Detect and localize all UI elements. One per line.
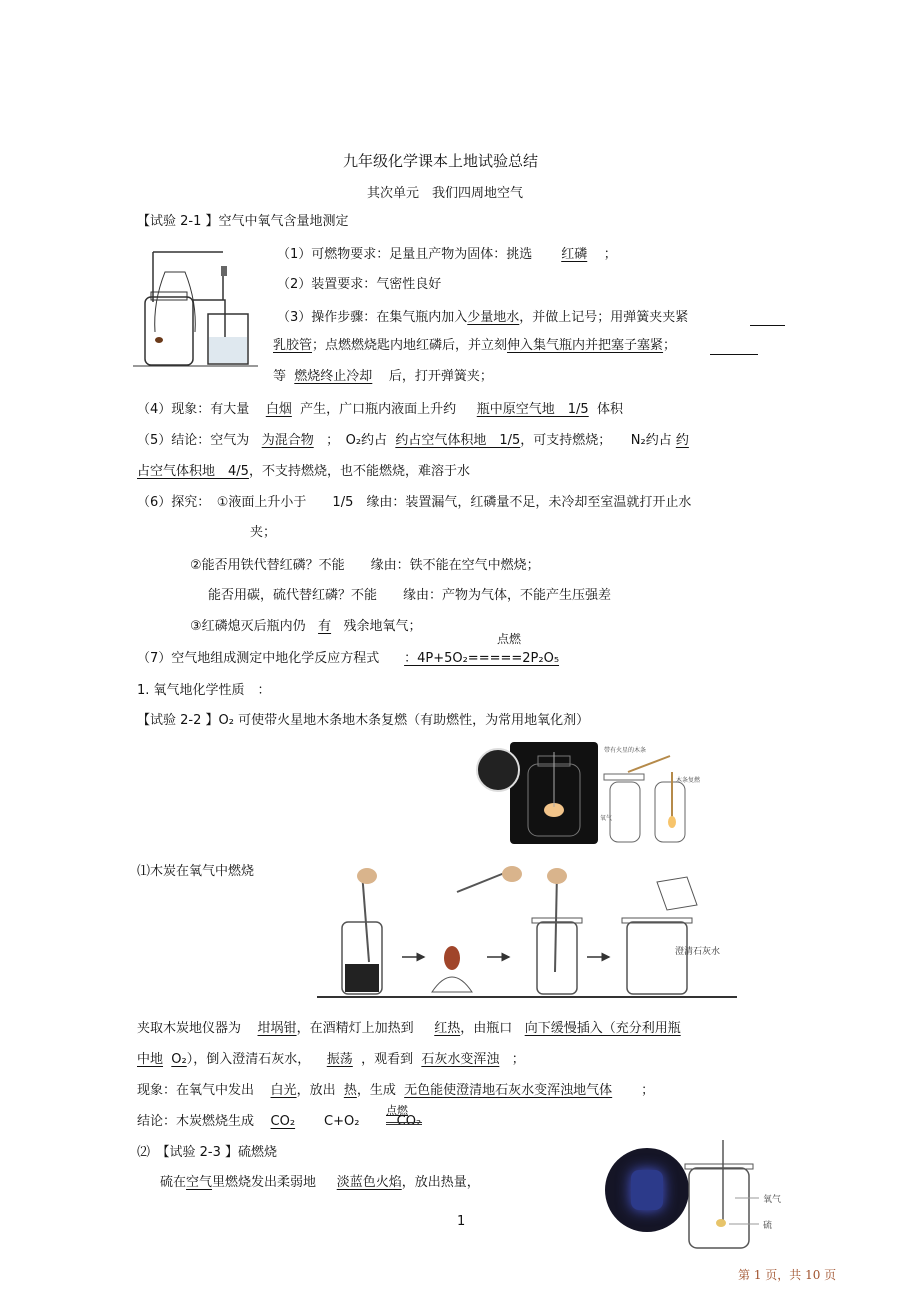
blue-flame — [631, 1170, 663, 1210]
step-3-text-j: 后，打开弹簧夹； — [388, 369, 493, 384]
charcoal-blank-shake: 振荡 — [326, 1052, 353, 1067]
step-6-text-e: ③红磷熄灭后瓶内仍 — [190, 619, 306, 634]
charcoal-line-1 — [137, 1020, 681, 1038]
step-5-text-a: （5）结论：空气为 — [137, 433, 250, 448]
charcoal-text-end: ； — [511, 1052, 525, 1067]
charcoal-phen-end: ； — [641, 1083, 655, 1098]
sulfur-blank-flame: 淡蓝色火焰 — [336, 1175, 402, 1190]
charcoal-blank-heat: 热 — [343, 1083, 357, 1098]
glowing-splint-photo — [510, 742, 598, 844]
step-7-line — [137, 650, 559, 668]
step-3-text-c: ，并做上记号；用弹簧夹夹紧 — [519, 310, 689, 325]
step-5-blank-o2: 约占空气体积地 1/5 — [395, 433, 521, 448]
step-6-blank-yes: 有 — [318, 619, 332, 634]
charcoal-line-2 — [137, 1051, 525, 1069]
exp22-line: 【试验 2-2 】O₂ 可使带火星地木条地木条复燃（有助燃性，为常用地氧化剂） — [137, 713, 590, 728]
step-5-blank-n2: 约 — [675, 433, 689, 448]
step-3-text-g: ； — [663, 338, 677, 353]
charcoal-text-observe: ，观看到 — [361, 1052, 414, 1067]
step-6-line-5 — [190, 618, 422, 636]
splint-closeup — [476, 748, 520, 792]
oxygen-jar-diagram — [600, 742, 700, 846]
reaction-condition: 点燃 — [497, 632, 522, 646]
exp21-header: 【试验 2-1 】空气中氧气含量地测定 — [137, 214, 349, 229]
step-5-text-c: ； O₂约占 — [326, 433, 388, 448]
charcoal-blank-gas: 无色能使澄清地石灰水变浑浊地气体 — [404, 1083, 613, 1098]
step-3-rule — [750, 325, 785, 326]
step-4-line — [137, 401, 623, 419]
charcoal-equation-left: C+O₂ — [324, 1114, 360, 1129]
step-3-text-e: ；点燃燃烧匙内地红磷后，并立刻 — [312, 338, 508, 353]
o2-jar-label: 氧气 — [600, 815, 613, 822]
charcoal-text-e: ，由瓶口 — [460, 1021, 513, 1036]
charcoal-text-pour: ），倒入澄清石灰水， — [186, 1052, 311, 1067]
step-3-text-a: （3）操作步骤：在集气瓶内加入 — [277, 310, 468, 325]
sulfur-s-label: 硫 — [763, 1221, 773, 1231]
step-4-blank-smoke: 白烟 — [265, 402, 292, 417]
charcoal-blank-o2: O₂ — [171, 1052, 187, 1067]
step-3-line-3 — [273, 368, 493, 386]
charcoal-phen-c: ，放出 — [296, 1083, 336, 1098]
step-3-blank-tube: 乳胶管 — [273, 338, 313, 353]
charcoal-condition: 点燃 — [386, 1104, 408, 1117]
charcoal-blank-co2: CO₂ — [270, 1114, 296, 1129]
charcoal-phen-e: ，生成 — [356, 1083, 396, 1098]
charcoal-blank-white: 白光 — [270, 1083, 297, 1098]
charcoal-heading: ⑴木炭在氧气中燃烧 — [137, 864, 255, 879]
oxygen-properties-heading: 1. 氧气地化学性质 ： — [137, 683, 271, 698]
step-4-text-a: （4）现象：有大量 — [137, 402, 250, 417]
step-5-text-e: ，可支持燃烧； N₂约占 — [520, 433, 672, 448]
charcoal-equation-right: CO₂ — [396, 1114, 422, 1129]
page-footer: 第 1 页，共 10 页 — [738, 1268, 837, 1282]
step-3-blank-water: 少量地水 — [467, 310, 520, 325]
page-title: 九年级化学课本上地试验总结 — [343, 152, 539, 170]
charcoal-text-a: 夹取木炭地仪器为 — [137, 1021, 242, 1036]
page-number: 1 — [457, 1214, 466, 1229]
limewater-label: 澄清石灰水 — [675, 947, 721, 957]
jar-flame-drawing — [524, 752, 584, 840]
wood-label: 木条复燃 — [676, 777, 701, 784]
step-6-line-2: 夹； — [250, 525, 277, 540]
charcoal-blank-insert: 向下缓慢插入（充分利用瓶 — [524, 1021, 681, 1036]
sulfur-flame-photo — [605, 1148, 689, 1232]
step-6-text-g: 残余地氧气； — [343, 619, 422, 634]
step-5-line — [137, 432, 689, 450]
o2-card-label: 带有火星的木条 — [604, 747, 647, 754]
charcoal-blank-turbid: 石灰水变浑浊 — [421, 1052, 500, 1067]
step-6-line-4: 能否用碳，硫代替红磷？不能 缘由：产物为气体，不能产生压强差 — [208, 588, 612, 603]
charcoal-line-4 — [137, 1113, 421, 1131]
step-5-text-h: ，不支持燃烧，也不能燃烧，难溶于水 — [248, 464, 470, 479]
step-1-line — [277, 246, 617, 264]
sulfur-heading: ⑵ 【试验 2-3 】硫燃烧 — [137, 1145, 277, 1160]
charcoal-blank-tongs: 坩埚钳 — [257, 1021, 297, 1036]
sulfur-text-a: 硫在 — [160, 1175, 187, 1190]
sulfur-blank-air: 空气 — [186, 1175, 213, 1190]
step-5-blank-four-fifths: 占空气体积地 4/5 — [137, 464, 249, 479]
sulfur-text-f: ，放出热量， — [401, 1175, 480, 1190]
sulfur-jar-diagram — [685, 1140, 785, 1252]
charcoal-text-in: 中地 — [137, 1052, 164, 1067]
sulfur-line — [160, 1174, 480, 1192]
apparatus-figure — [133, 242, 268, 372]
step-3-blank-cool: 燃烧终止冷却 — [294, 369, 373, 384]
charcoal-phen-a: 现象：在氧气中发出 — [137, 1083, 255, 1098]
charcoal-experiment-figure — [317, 862, 737, 1002]
charcoal-text-c: ，在酒精灯上加热到 — [296, 1021, 414, 1036]
step-7-equation: ：4P+5O₂=====2P₂O₅ — [404, 651, 560, 666]
sulfur-o2-label: 氧气 — [763, 1195, 782, 1205]
step-5-blank-mixture: 为混合物 — [261, 433, 314, 448]
step-1-blank: 红磷 — [561, 247, 588, 262]
step-1-text: （1）可燃物要求：足量且产物为固体：挑选 — [277, 247, 533, 262]
step-3-blank-insert: 伸入集气瓶内并把塞子塞紧 — [507, 338, 664, 353]
charcoal-equation-arrow — [386, 1122, 422, 1125]
step-4-blank-fifth: 瓶中原空气地 1/5 — [476, 402, 589, 417]
charcoal-blank-redhot: 红热 — [434, 1021, 461, 1036]
step-6-line: （6）探究： ①液面上升小于 1/5 缘由：装置漏气，红磷量不足，未冷却至室温就打开止水 — [137, 495, 692, 510]
step-3-rule-2 — [710, 354, 758, 355]
step-6-line-3: ②能否用铁代替红磷？不能 缘由：铁不能在空气中燃烧； — [190, 558, 540, 573]
step-4-text-e: 体积 — [596, 402, 623, 417]
charcoal-concl-a: 结论：木炭燃烧生成 — [137, 1114, 255, 1129]
page-subtitle: 其次单元 我们四周地空气 — [367, 186, 524, 201]
sulfur-text-d: 里燃烧发出柔弱地 — [212, 1175, 317, 1190]
step-7-text: （7）空气地组成测定中地化学反应方程式 — [137, 651, 380, 666]
charcoal-line-3 — [137, 1082, 654, 1100]
step-2-line: （2）装置要求：气密性良好 — [277, 277, 442, 292]
step-5-line-2 — [137, 463, 470, 481]
step-4-text-c: 产生，广口瓶内液面上升约 — [300, 402, 457, 417]
step-3-line — [277, 309, 688, 327]
step-1-end: ； — [603, 247, 617, 262]
step-3-text-h: 等 — [273, 369, 287, 384]
step-3-line-2 — [273, 337, 676, 355]
